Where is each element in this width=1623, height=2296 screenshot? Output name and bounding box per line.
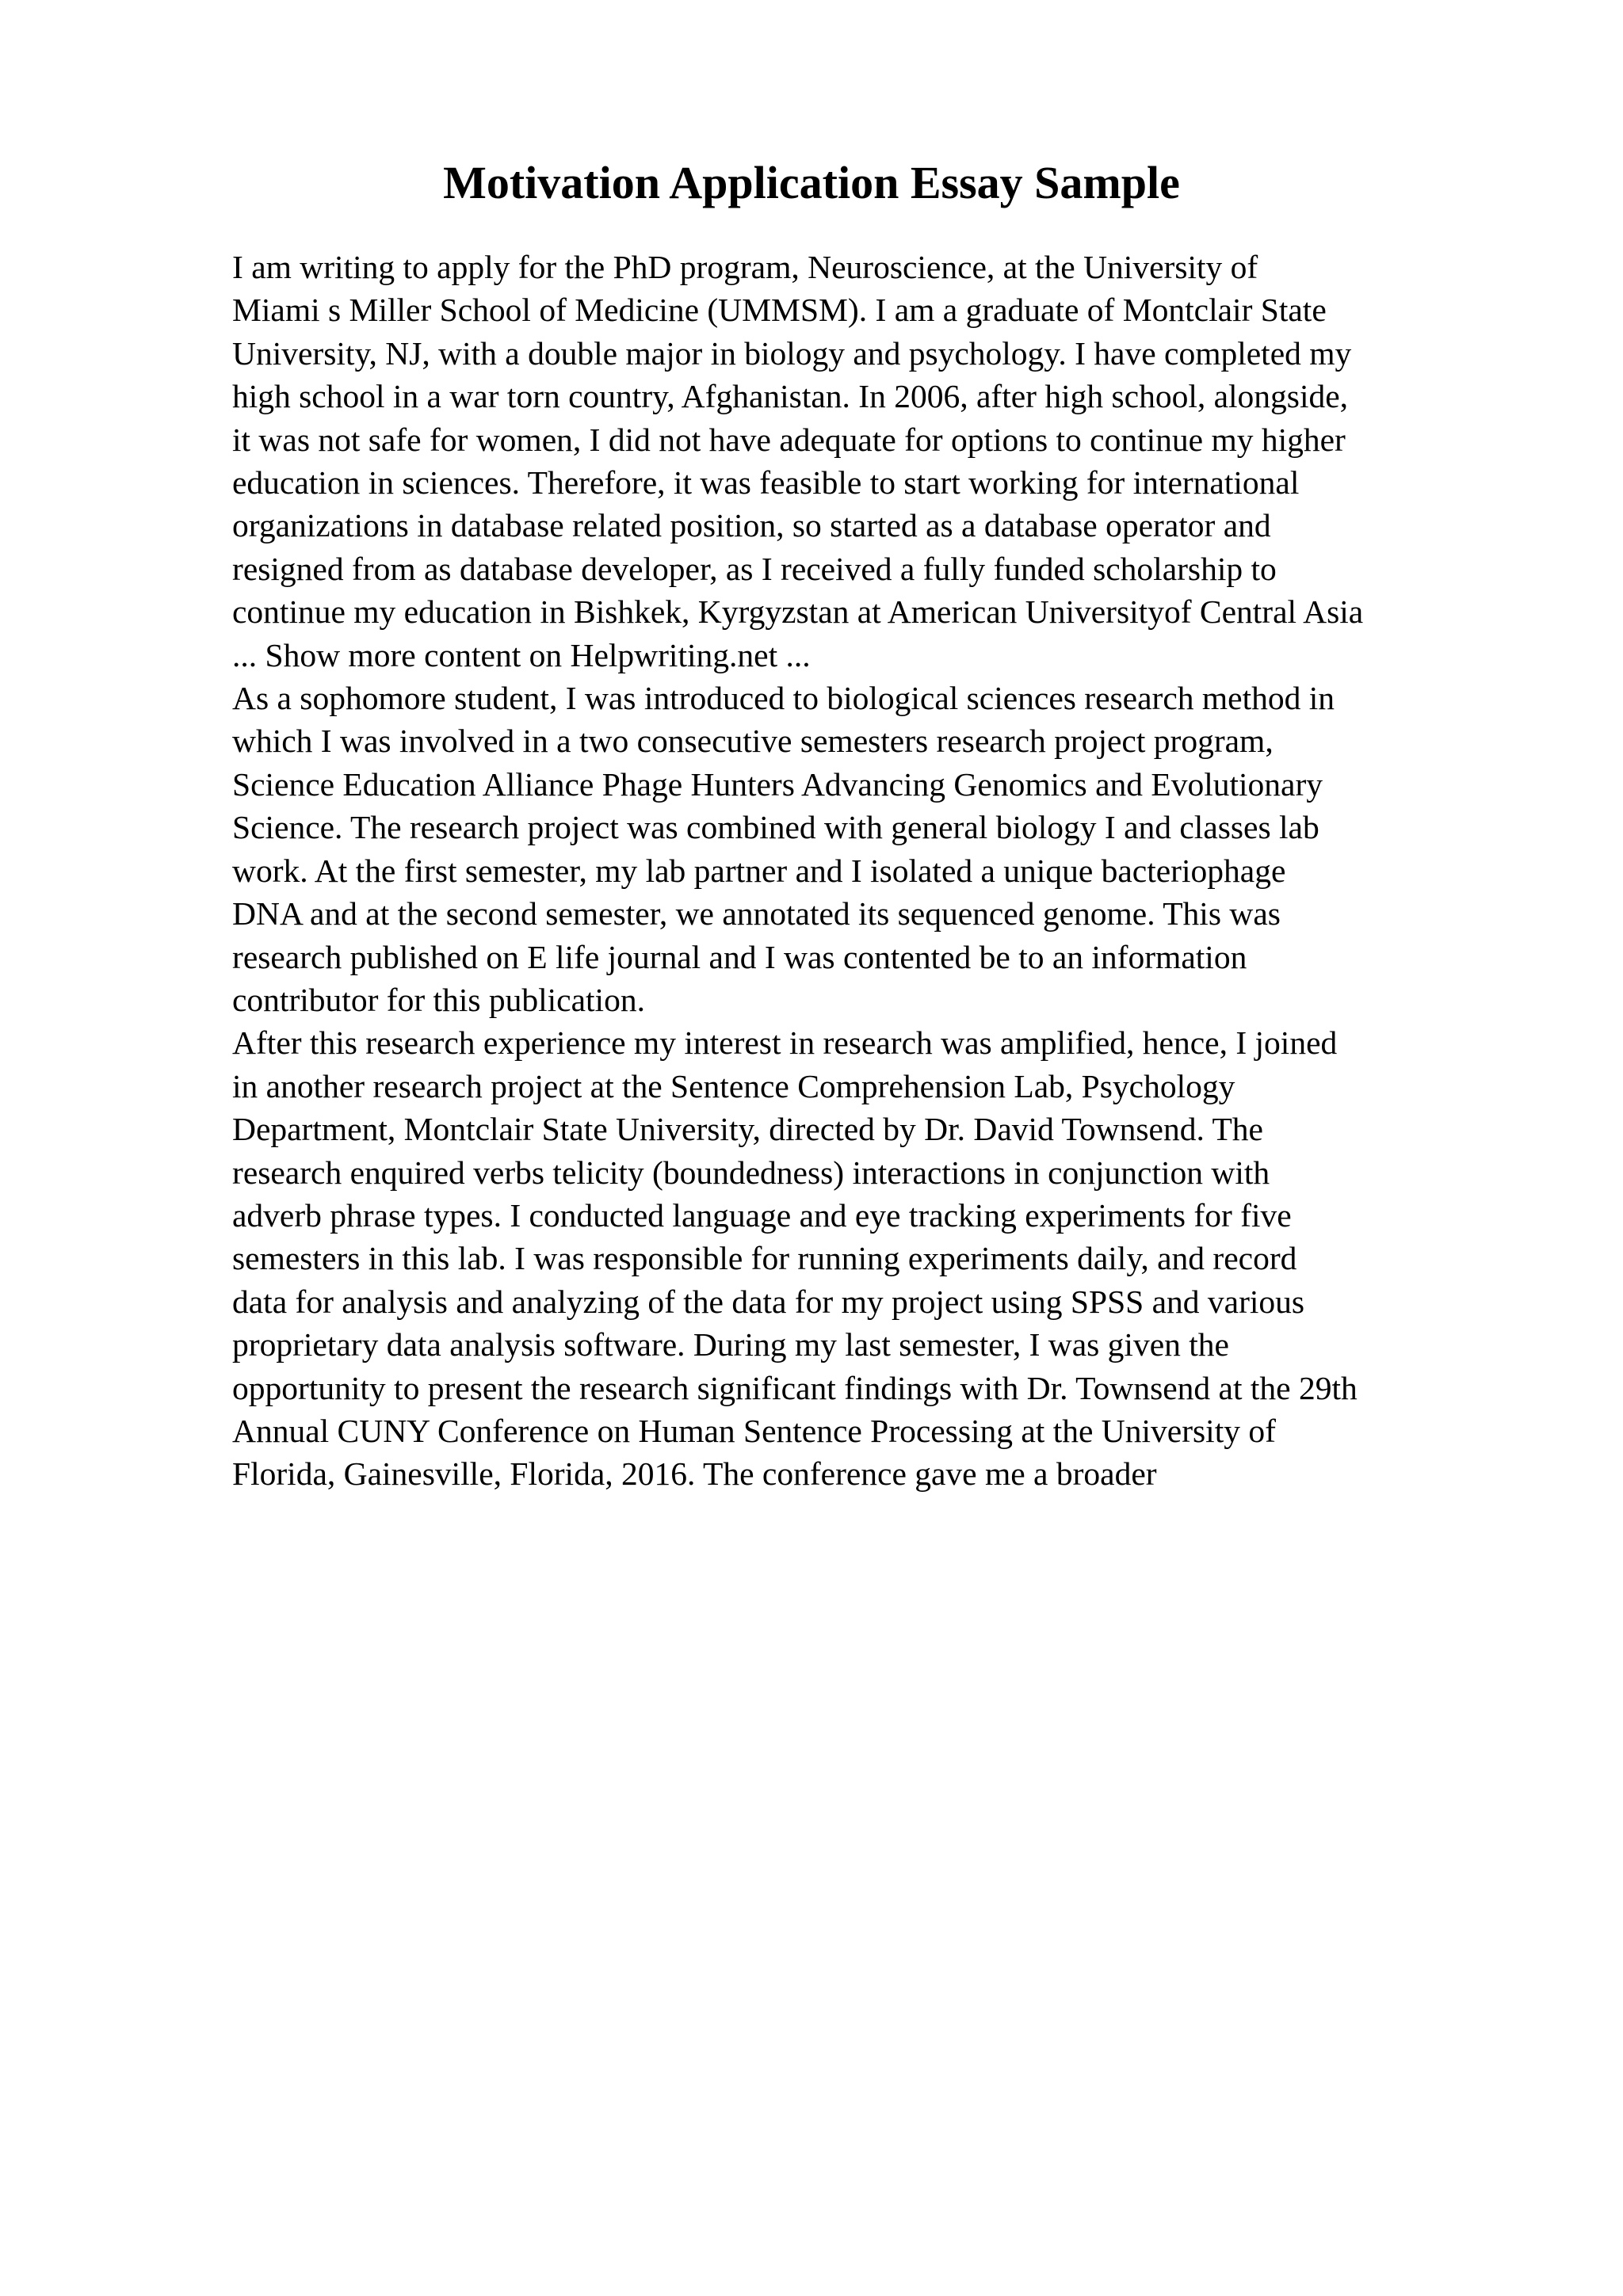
essay-line: in another research project at the Sentence Comprehension Lab, Psychology bbox=[232, 1067, 1235, 1104]
essay-line: it was not safe for women, I did not have adequate for options to continue my higher bbox=[232, 421, 1346, 458]
essay-line: DNA and at the second semester, we annotated its sequenced genome. This was bbox=[232, 895, 1281, 933]
essay-line: which I was involved in a two consecutive semesters research project program, bbox=[232, 723, 1274, 760]
essay-line: research published on E life journal and I was contented be to an information bbox=[232, 938, 1247, 975]
essay-line: ... Show more content on Helpwriting.net ... bbox=[232, 636, 811, 673]
essay-line: proprietary data analysis software. During my last semester, I was given the bbox=[232, 1326, 1229, 1363]
essay-line: Annual CUNY Conference on Human Sentence Processing at the University of bbox=[232, 1412, 1276, 1449]
essay-line: research enquired verbs telicity (boundedness) interactions in conjunction with bbox=[232, 1154, 1270, 1191]
essay-body bbox=[232, 246, 1579, 1496]
essay-line: semesters in this lab. I was responsible for running experiments daily, and record bbox=[232, 1240, 1297, 1277]
essay-line: Department, Montclair State University, directed by Dr. David Townsend. The bbox=[232, 1111, 1263, 1148]
essay-line: As a sophomore student, I was introduced to biological sciences research method in bbox=[232, 680, 1335, 717]
essay-line: Science Education Alliance Phage Hunters Advancing Genomics and Evolutionary bbox=[232, 765, 1323, 803]
essay-line: organizations in database related position, so started as a database operator and bbox=[232, 507, 1271, 544]
essay-line: education in sciences. Therefore, it was feasible to start working for international bbox=[232, 464, 1300, 502]
document-title: Motivation Application Essay Sample bbox=[443, 157, 1180, 208]
essay-line: adverb phrase types. I conducted language and eye tracking experiments for five bbox=[232, 1196, 1292, 1234]
essay-line: Miami s Miller School of Medicine (UMMSM). I am a graduate of Montclair State bbox=[232, 292, 1327, 329]
essay-line: Science. The research project was combined with general biology I and classes lab bbox=[232, 809, 1319, 846]
essay-line: data for analysis and analyzing of the data for my project using SPSS and various bbox=[232, 1283, 1305, 1320]
essay-line: continue my education in Bishkek, Kyrgyzstan at American Universityof Central Asia bbox=[232, 593, 1364, 631]
essay-line: opportunity to present the research significant findings with Dr. Townsend at the 29th bbox=[232, 1369, 1358, 1406]
essay-line: work. At the first semester, my lab partner and I isolated a unique bacteriophage bbox=[232, 852, 1286, 889]
essay-line: contributor for this publication. bbox=[232, 981, 645, 1018]
essay-line: Florida, Gainesville, Florida, 2016. The conference gave me a broader bbox=[232, 1455, 1157, 1493]
essay-line: high school in a war torn country, Afghanistan. In 2006, after high school, alongside, bbox=[232, 378, 1349, 415]
essay-line: resigned from as database developer, as I received a fully funded scholarship to bbox=[232, 550, 1277, 587]
essay-line: I am writing to apply for the PhD program, Neuroscience, at the University of bbox=[232, 249, 1258, 285]
essay-line: After this research experience my interest in research was amplified, hence, I joined bbox=[232, 1024, 1338, 1062]
essay-line: University, NJ, with a double major in biology and psychology. I have completed my bbox=[232, 334, 1352, 372]
